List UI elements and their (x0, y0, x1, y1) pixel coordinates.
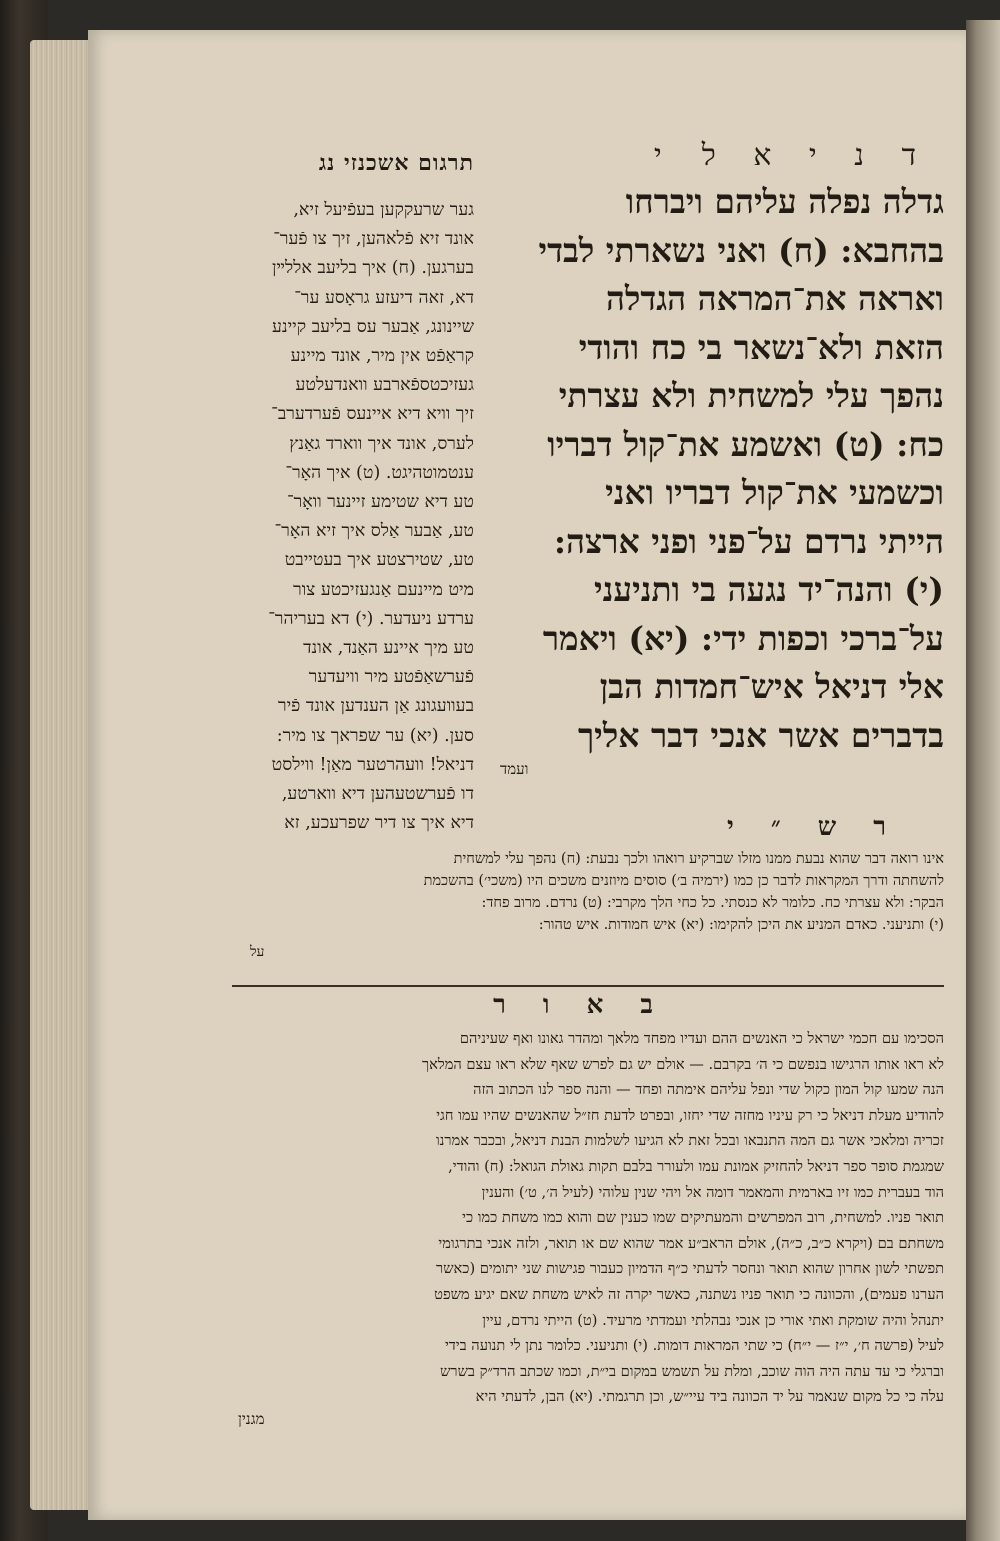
biur-line: וברגלי כי עד עתה היה הוה שוכב, ומלת על תשמש במקום בי״ת, וכמו שכתב הרד״ק בשרש (440, 1362, 944, 1380)
catchword-biur: מגנין (238, 1410, 265, 1428)
biur-line: שמגמת סופר ספר דניאל להחזיק אמונת עמו ולעורר בלבם תקות גאולת הגואל: (ח) והודי, (448, 1157, 944, 1175)
main-line: גדלה נפלה עליהם ויברחו (625, 182, 944, 221)
translation-line: סען. (יא) ער שפראך צו מיר: (276, 725, 474, 746)
translation-line: פֿערשאַפֿטע מיר וויעדער (308, 667, 474, 688)
main-line: נהפך עלי למשחית ולא עצרתי (558, 376, 944, 415)
biur-line: זכריה ומלאכי אשר גם המה התנבאו ובכל זאת לא הגיעו לשלמות הבנת דניאל, ובכבר אמרנו (435, 1132, 944, 1150)
biur-line: משחתם בם (ויקרא כ״ב, כ״ה), אולם הראב״ע אמר שהוא שם או תואר, ולזה אנכי בתרגומי (438, 1234, 944, 1252)
rashi-line: אינו רואה דבר שהוא נבעת ממנו מזלו שברקיע רואהו ולכך נבעת: (ח) נהפך עלי למשחית (453, 851, 944, 867)
translation-line: גער שרעקקען בעפֿיעל זיא, (293, 200, 474, 220)
main-line: בדברים אשר אנכי דבר אליך (577, 715, 944, 755)
translation-line: דיא איך צו דיר שפרעכע, זא (284, 813, 474, 834)
translation-line: זיך וויא דיא איינעס פֿערדערב־ (271, 404, 474, 425)
translation-line: דניאל! וועהרטער מאַן! ווילסט (271, 754, 474, 775)
main-line: וכשמעי את־קול דבריו ואני (605, 473, 944, 512)
chapter-number: י (653, 138, 662, 173)
biur-line: להודיע מעלת דניאל כי רק עיניו מחזה שדי יחזו, ובפרט לדעת חז״ל שהאנשים שהיו עמו חגי (436, 1106, 944, 1124)
biur-line: תואר פניו. למשחית, רוב המפרשים והמעתיקים שמו כענין שם והוא כמו משחת כמו כי (462, 1209, 944, 1227)
translation-line: דו פֿערשטעהען דיא ווארטע, (281, 784, 474, 805)
biur-line: הוד בעברית כמו זיו בארמית והמאמר דומה אל ויהי שנין עלוהי (לעיל ה׳, ט׳) והענין (481, 1183, 944, 1201)
main-line: ואראה את־המראה הגדלה (605, 279, 944, 318)
rashi-line: (י) ותניעני. כאדם המניע את היכן להקימו: (יא) איש חמודות. איש טהור: (538, 917, 944, 933)
catchword-rashi: על (250, 944, 265, 960)
translation-line: בערגען. (ח) איך בליעב אללײן (271, 258, 474, 279)
translation-line: טע, שטירצטע איך בעטייבט (284, 550, 474, 571)
facing-page-edge (966, 20, 1000, 1541)
translation-line: בעוועגונג אַן הענדען אונד פֿיר (277, 696, 474, 717)
biur-line: עלה כי כל מקום שנאמר על יד הכוונה ביד עיי״ש, וכן תרגמתי. (יא) הבן, לדעתי היא (475, 1388, 944, 1406)
main-line: כח: (ט) ואשמע את־קול דבריו (547, 424, 944, 464)
catchword-main: ועמד (500, 760, 529, 778)
rashi-commentary (236, 848, 944, 936)
rashi-line: הבקר: ולא עצרתי כח. כלומר לא כנסתי. כל כחי הלך מקרבי: (ט) נרדם. מרוב פחד: (481, 895, 944, 911)
translation-line: טע מיך איינע האַנד, אונד (303, 638, 474, 659)
section-divider (232, 985, 944, 987)
biur-line: הנה שמעו קול המון כקול שדי ונפל עליהם אימתה ופחד — והנה ספר לנו הכתוב הזה (473, 1081, 944, 1099)
translation-line: לערס, אונד איך ווארד גאַנץ (289, 433, 474, 454)
rashi-line: להשחתה ודרך המקראות לדבר כן כמו (ירמיה ב׳) סוסים מיוזנים משכים היו (משכי׳) בהשכמת (423, 873, 944, 889)
translation-line: ענטמוטהיגט. (ט) איך האָר־ (285, 462, 474, 483)
biur-line: לא ראו אותו הרגישו בנפשם כי ה׳ בקרבם. — אולם יש גם לפרש שאף שלא ראו עצם המלאך (422, 1055, 944, 1073)
biur-heading: ב א ו ר (493, 990, 667, 1020)
running-head-book (510, 138, 930, 173)
page-edges (30, 40, 90, 1510)
biur-line: הסכימו עם חכמי ישראל כי האנשים ההם ועדיו מפחד מלאך ומהדר גאונו ואף שעיניהם (459, 1030, 944, 1047)
translation-line: שיינונג, אַבער עס בליעב קיינע (272, 316, 474, 337)
main-line: הזאת ולא־נשאר בי כח והודי (578, 327, 944, 367)
biur-line: יתנהל והיה שומקת ואתי אורי כן אנכי נבהלתי ועמדתי מרעיד. (ט) הייתי נרדם, עיין (482, 1311, 944, 1329)
translation-line: געזיכטספֿארבע וואנדעלטע (295, 375, 474, 396)
running-head-translation: תרגום אשכנזי נג (318, 150, 474, 176)
hebrew-main-text (486, 178, 944, 760)
main-line: בהחבא: (ח) ואני נשארתי לבדי (538, 230, 944, 270)
book-title: ד נ י א ל (701, 138, 930, 173)
translation-line: טע דיא שטימע זיינער וואָר־ (286, 492, 474, 513)
main-line: הייתי נרדם על־פני ופני ארצה: (553, 521, 944, 561)
german-translation-column (226, 196, 474, 838)
main-line: אלי דניאל איש־חמדות הבן (599, 667, 944, 706)
biur-line: תפשתי לשון אחרון שהוא תואר ונחסר לדעתי כ״ף הדמיון כעבור פגישות שני יתומים (כאשר (436, 1260, 944, 1278)
translation-line: ערדע ניעדער. (י) דא בעריהר־ (268, 608, 474, 629)
main-line: על־ברכי וכפות ידי: (יא) ויאמר (542, 618, 944, 658)
translation-line: קראַפֿט אין מיר, אונד מיינע (290, 346, 474, 367)
biur-commentary (236, 1026, 944, 1410)
biur-line: לעיל (פרשה ח׳, י״ז — י״ח) כי שתי המראות דומות. (י) ותניעני. כלומר נתן לי תנועה בידי (444, 1337, 944, 1355)
main-line: (י) והנה־יד נגעה בי ותניעני (594, 570, 944, 609)
rashi-heading: ר ש ״ י (726, 812, 900, 842)
translation-line: דא, זאה דיעזע גראָסע ער־ (294, 287, 474, 308)
biur-line: הערנו פעמים), והכוונה כי תואר פניו נשתנה, כאשר יקרה זה לאיש משחת שאם יגיע משפט (434, 1285, 944, 1303)
translation-line: אונד זיא פֿלאהען, זיך צו פֿער־ (273, 229, 474, 250)
translation-line: מיט מיינעם אַנגעזיכטע צור (293, 579, 474, 600)
translation-line: טע, אַבער אַלס איך זיא האָר־ (274, 521, 474, 542)
